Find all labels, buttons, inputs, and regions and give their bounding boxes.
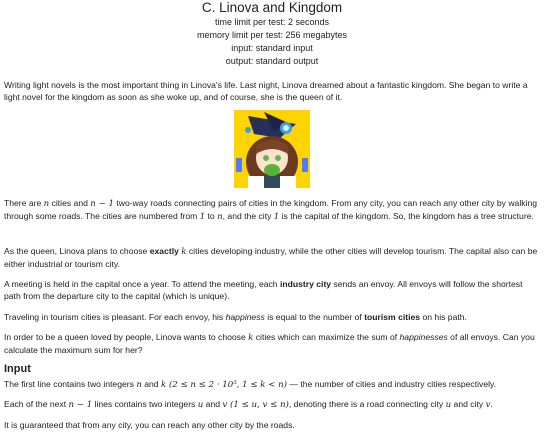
queen-paragraph xyxy=(4,245,540,271)
math-n-minus-1: n − 1 xyxy=(90,199,114,209)
text-span: , denoting there is a road connecting city xyxy=(288,399,446,409)
goal-paragraph xyxy=(4,331,540,357)
text-span: cities which can maximize the sum of xyxy=(253,332,400,342)
cities-paragraph xyxy=(4,197,540,224)
text-span: lines contains two integers xyxy=(92,399,198,409)
math-constraints: (1 ≤ u, v ≤ n) xyxy=(227,400,289,410)
input-line-1 xyxy=(4,378,540,391)
tourism-paragraph xyxy=(4,311,540,323)
linova-illustration xyxy=(234,110,310,188)
math-k: k xyxy=(248,333,254,343)
text-span: cities and xyxy=(49,198,91,208)
linova-illustration-icon xyxy=(234,110,310,188)
text-span: on his path. xyxy=(420,312,467,322)
text-span: sends an envoy. All envoys will follow the shortest path from the departure city to the capital (which is unique). xyxy=(4,279,523,302)
time-limit: time limit per test: 2 seconds xyxy=(214,17,330,27)
input-spec: input: standard input xyxy=(231,43,313,53)
math-n: n xyxy=(217,212,223,223)
problem-title: C. Linova and Kingdom xyxy=(201,0,343,15)
text-span: two-way roads connecting pairs of cities in the kingdom. From any city, you can reach any other city by walking through some roads. The cities are numbered from xyxy=(4,198,538,222)
math-u: u xyxy=(197,400,204,410)
math-constraints: (2 ≤ n ≤ 2 · 10⁵, 1 ≤ k < n) xyxy=(166,380,288,390)
math-k: k xyxy=(160,380,167,390)
bold-industry-city: industry city xyxy=(279,279,332,289)
text-span: of all envoys. Can you calculate the maximum sum for her? xyxy=(4,332,535,356)
text-span: A meeting is held in the capital once a year. To attend the meeting, each xyxy=(4,279,280,289)
text-span: Traveling in tourism cities is pleasant. For each envoy, his xyxy=(4,312,226,322)
bold-tourism-cities: tourism cities xyxy=(364,312,421,322)
text-span: Each of the next xyxy=(4,399,69,409)
italic-happiness: happiness xyxy=(225,312,265,322)
math-u: u xyxy=(445,400,452,410)
math-n-minus-1: n − 1 xyxy=(68,400,93,410)
text-span: and xyxy=(141,379,161,389)
text-span: is equal to the number of xyxy=(264,312,365,322)
text-span: cities developing industry, while the other cities will develop tourism. The capital also can be either industrial or tourism city. xyxy=(4,246,538,270)
math-1: 1 xyxy=(273,212,280,223)
math-v: v xyxy=(485,400,491,410)
text-span: In order to be a queen loved by people, Linova wants to choose xyxy=(4,332,249,342)
input-line-3: It is guaranteed that from any city, you can reach any other city by the roads. xyxy=(4,420,295,430)
math-n: n xyxy=(136,380,142,390)
problem-header xyxy=(6,0,538,68)
intro-paragraph: Writing light novels is the most important thing in Linova's life. Last night, Linova dreamed about a fantastic kingdom. She began to write a light novel for the kingdom as soon as she woke up, and of course, she is the queen of it. xyxy=(4,80,528,103)
text-span: There are xyxy=(4,198,44,208)
math-1: 1 xyxy=(199,212,206,223)
output-spec: output: standard output xyxy=(225,56,319,66)
math-k: k xyxy=(181,247,187,257)
text-span: and xyxy=(203,399,223,409)
text-span: The first line contains two integers xyxy=(4,379,137,389)
text-span: , and the city xyxy=(222,211,274,222)
text-span: and city xyxy=(451,399,486,409)
text-span: to xyxy=(205,211,218,222)
bold-exactly: exactly xyxy=(149,246,179,256)
memory-limit: memory limit per test: 256 megabytes xyxy=(196,30,348,40)
input-line-2 xyxy=(4,398,540,411)
text-span: As the queen, Linova plans to choose xyxy=(4,246,150,256)
math-v: v xyxy=(222,400,228,410)
math-n: n xyxy=(43,199,50,209)
italic-happinesses: happinesses xyxy=(399,332,448,342)
text-span: . xyxy=(490,399,493,409)
meeting-paragraph xyxy=(4,278,540,303)
text-span: — the number of cities and industry cities respectively. xyxy=(287,379,497,389)
input-section-title: Input xyxy=(4,363,31,375)
text-span: is the capital of the kingdom. So, the kingdom has a tree structure. xyxy=(279,211,534,222)
